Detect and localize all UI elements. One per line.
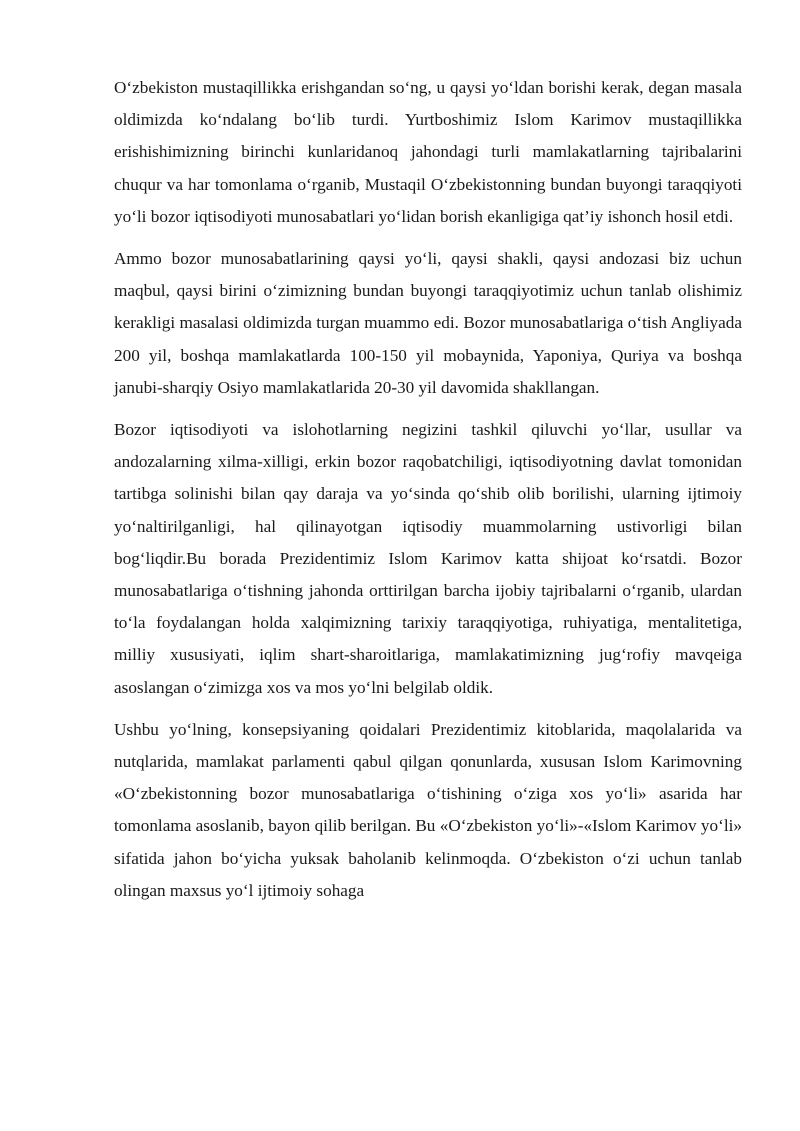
paragraph-1: O‘zbekiston mustaqillikka erishgandan so‘ng, u qaysi yo‘ldan borishi kerak, degan masala oldimizda ko‘ndalang bo‘lib turdi. Yurtboshimiz Islom Karimov mustaqillikka erishishimizning birinchi kunlaridanoq jahondagi turli mamlakatlarning tajribalarini chuqur va har tomonlama o‘rganib, Mustaqil O‘zbekistonning bundan buyongi taraqqiyoti yo‘li bozor iqtisodiyoti munosabatlari yo‘lidan borish ekanligiga qat’iy ishonch hosil etdi.: [114, 78, 742, 226]
paragraph-3: Bozor iqtisodiyoti va islohotlarning negizini tashkil qiluvchi yo‘llar, usullar va andozalarning xilma-xilligi, erkin bozor raqobatchiligi, iqtisodiyotning davlat tomonidan tartibga solinishi bilan qay daraja va yo‘sinda qo‘shib olib borilishi, ularning ijtimoiy yo‘naltirilganligi, hal qilinayotgan iqtisodiy muammolarning ustivorligi bilan bog‘liqdir.Bu borada Prezidentimiz Islom Karimov katta shijoat ko‘rsatdi. Bozor munosabatlariga o‘tishning jahonda orttirilgan barcha ijobiy tajribalarni o‘rganib, ulardan to‘la foydalangan holda xalqimizning tarixiy taraqqiyotiga, ruhiyatiga, mentalitetiga, milliy xususiyati, iqlim shart-sharoitlariga, mamlakatimizning jug‘rofiy mavqeiga asoslangan o‘zimizga xos va mos yo‘lni belgilab oldik.: [114, 420, 742, 697]
document-body: [114, 72, 742, 917]
paragraph-4: Ushbu yo‘lning, konsepsiyaning qoidalari Prezidentimiz kitoblarida, maqolalarida va nutqlarida, mamlakat parlamenti qabul qilgan qonunlarda, xususan Islom Karimovning «O‘zbekistonning bozor munosabatlariga o‘tishining o‘ziga xos yo‘li» asarida har tomonlama asoslanib, bayon qilib berilgan. Bu «O‘zbekiston yo‘li»-«Islom Karimov yo‘li» sifatida jahon bo‘yicha yuksak baholanib kelinmoqda. O‘zbekiston o‘zi uchun tanlab olingan maxsus yo‘l ijtimoiy sohaga: [114, 719, 742, 900]
paragraph-2: Ammo bozor munosabatlarining qaysi yo‘li, qaysi shakli, qaysi andozasi biz uchun maqbul, qaysi birini o‘zimizning bundan buyongi taraqqiyotimiz uchun tanlab olishimiz kerakligi masalasi oldimizda turgan muammo edi. Bozor munosabatlariga o‘tish Angliyada 200 yil, boshqa mamlakatlarda 100-150 yil mobaynida, Yaponiya, Quriya va boshqa janubi-sharqiy Osiyo mamlakatlarida 20-30 yil davomida shakllangan.: [114, 249, 742, 397]
